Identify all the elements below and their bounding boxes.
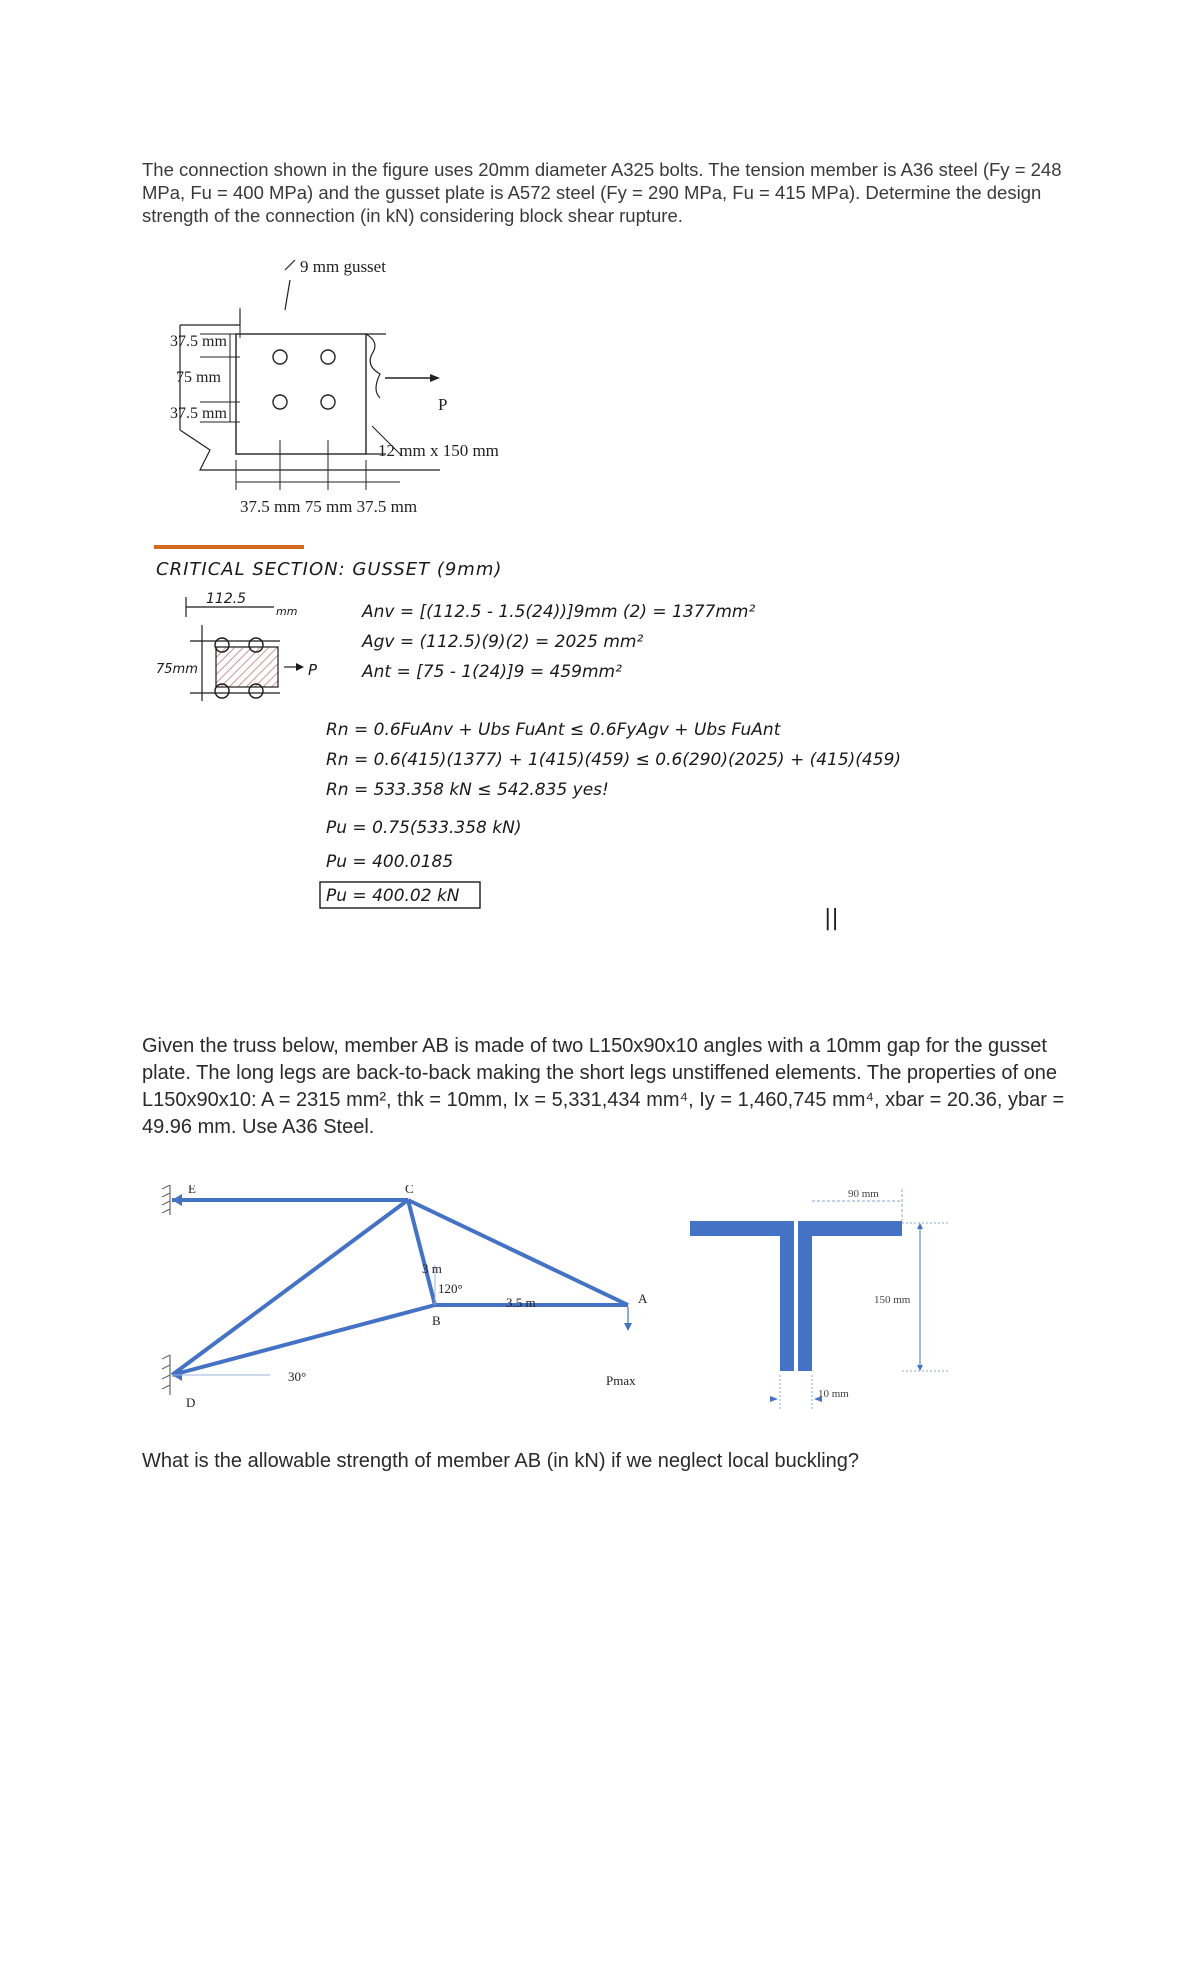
support-d-icon bbox=[162, 1355, 170, 1395]
node-e: E bbox=[188, 1185, 196, 1196]
truss-figure bbox=[150, 1185, 950, 1420]
pu-formula: Pu = 0.75(533.358 kN) bbox=[326, 818, 522, 838]
length-ba: 3.5 m bbox=[506, 1295, 536, 1310]
double-angle-section bbox=[690, 1188, 950, 1410]
bottom-dims: 37.5 mm 75 mm 37.5 mm bbox=[240, 497, 418, 516]
sketch-top-dim: 112.5 bbox=[206, 591, 247, 607]
section-width-label: 90 mm bbox=[848, 1188, 879, 1200]
dim-bot: 37.5 mm bbox=[170, 405, 227, 422]
member-label: 12 mm x 150 mm bbox=[378, 441, 499, 460]
dim-mid: 75 mm bbox=[176, 369, 221, 386]
agv-line: Agv = (112.5)(9)(2) = 2025 mm² bbox=[362, 632, 644, 652]
sketch-top-unit: mm bbox=[276, 605, 298, 618]
anv-line: Anv = [(112.5 - 1.5(24))]9mm (2) = 1377mm² bbox=[362, 602, 756, 622]
angle-d: 30° bbox=[288, 1369, 307, 1384]
length-cb: 3 m bbox=[422, 1261, 442, 1276]
problem1-text: The connection shown in the figure uses 20mm diameter A325 bolts. The tension member is A36 steel (Fy = 248 MPa, Fu = 400 MPa) and the gusset plate is A572 steel (Fy = 290 MPa, Fu = 415 MPa). Determine the design strength of the connection (in kN) considering block shear rupture. bbox=[142, 159, 1062, 226]
sketch-side-dim: 75mm bbox=[156, 662, 198, 677]
handwritten-solution bbox=[150, 545, 1050, 935]
section-height-label: 150 mm bbox=[874, 1294, 911, 1306]
dim-top: 37.5 mm bbox=[170, 333, 227, 350]
rn-substitution: Rn = 0.6(415)(1377) + 1(415)(459) ≤ 0.6(290)(2025) + (415)(459) bbox=[326, 750, 902, 770]
load-label: P bbox=[438, 395, 448, 414]
sketch-load: P bbox=[308, 661, 318, 679]
pu-boxed-answer: Pu = 400.02 kN bbox=[326, 886, 460, 906]
node-b: B bbox=[432, 1313, 441, 1328]
rn-formula: Rn = 0.6FuAnv + Ubs FuAnt ≤ 0.6FyAgv + Ubs FuAnt bbox=[326, 720, 781, 740]
block-shear-sketch bbox=[156, 591, 318, 701]
node-d: D bbox=[186, 1395, 196, 1410]
highlight-mark bbox=[154, 545, 304, 549]
support-e-icon bbox=[162, 1185, 170, 1215]
node-c: C bbox=[405, 1185, 414, 1196]
solution-header: CRITICAL SECTION: GUSSET (9mm) bbox=[156, 559, 503, 580]
gusset-label: 9 mm gusset bbox=[300, 257, 386, 276]
gusset-connection-figure bbox=[140, 250, 640, 530]
pu-value: Pu = 400.0185 bbox=[326, 852, 454, 872]
load-pmax: Pmax bbox=[606, 1373, 636, 1388]
section-gap-label: 10 mm bbox=[818, 1388, 849, 1400]
rn-value: Rn = 533.358 kN ≤ 542.835 yes! bbox=[326, 780, 609, 800]
node-a: A bbox=[638, 1291, 648, 1306]
stray-mark: || bbox=[824, 906, 839, 931]
problem2-question: What is the allowable strength of member AB (in kN) if we neglect local buckling? bbox=[142, 1450, 860, 1472]
problem2-text: Given the truss below, member AB is made of two L150x90x10 angles with a 10mm gap for the gusset plate. The long legs are back-to-back making the short legs unstiffened elements. The properties of one L150x90x10: A = 2315 mm², thk = 10mm, Ix = 5,331,434 mm⁴, Iy = 1,460,745 mm⁴, xbar = 20.36, ybar = 49.96 mm. Use A36 Steel. bbox=[142, 1035, 1065, 1138]
angle-b: 120° bbox=[438, 1281, 463, 1296]
ant-line: Ant = [75 - 1(24)]9 = 459mm² bbox=[362, 662, 622, 682]
